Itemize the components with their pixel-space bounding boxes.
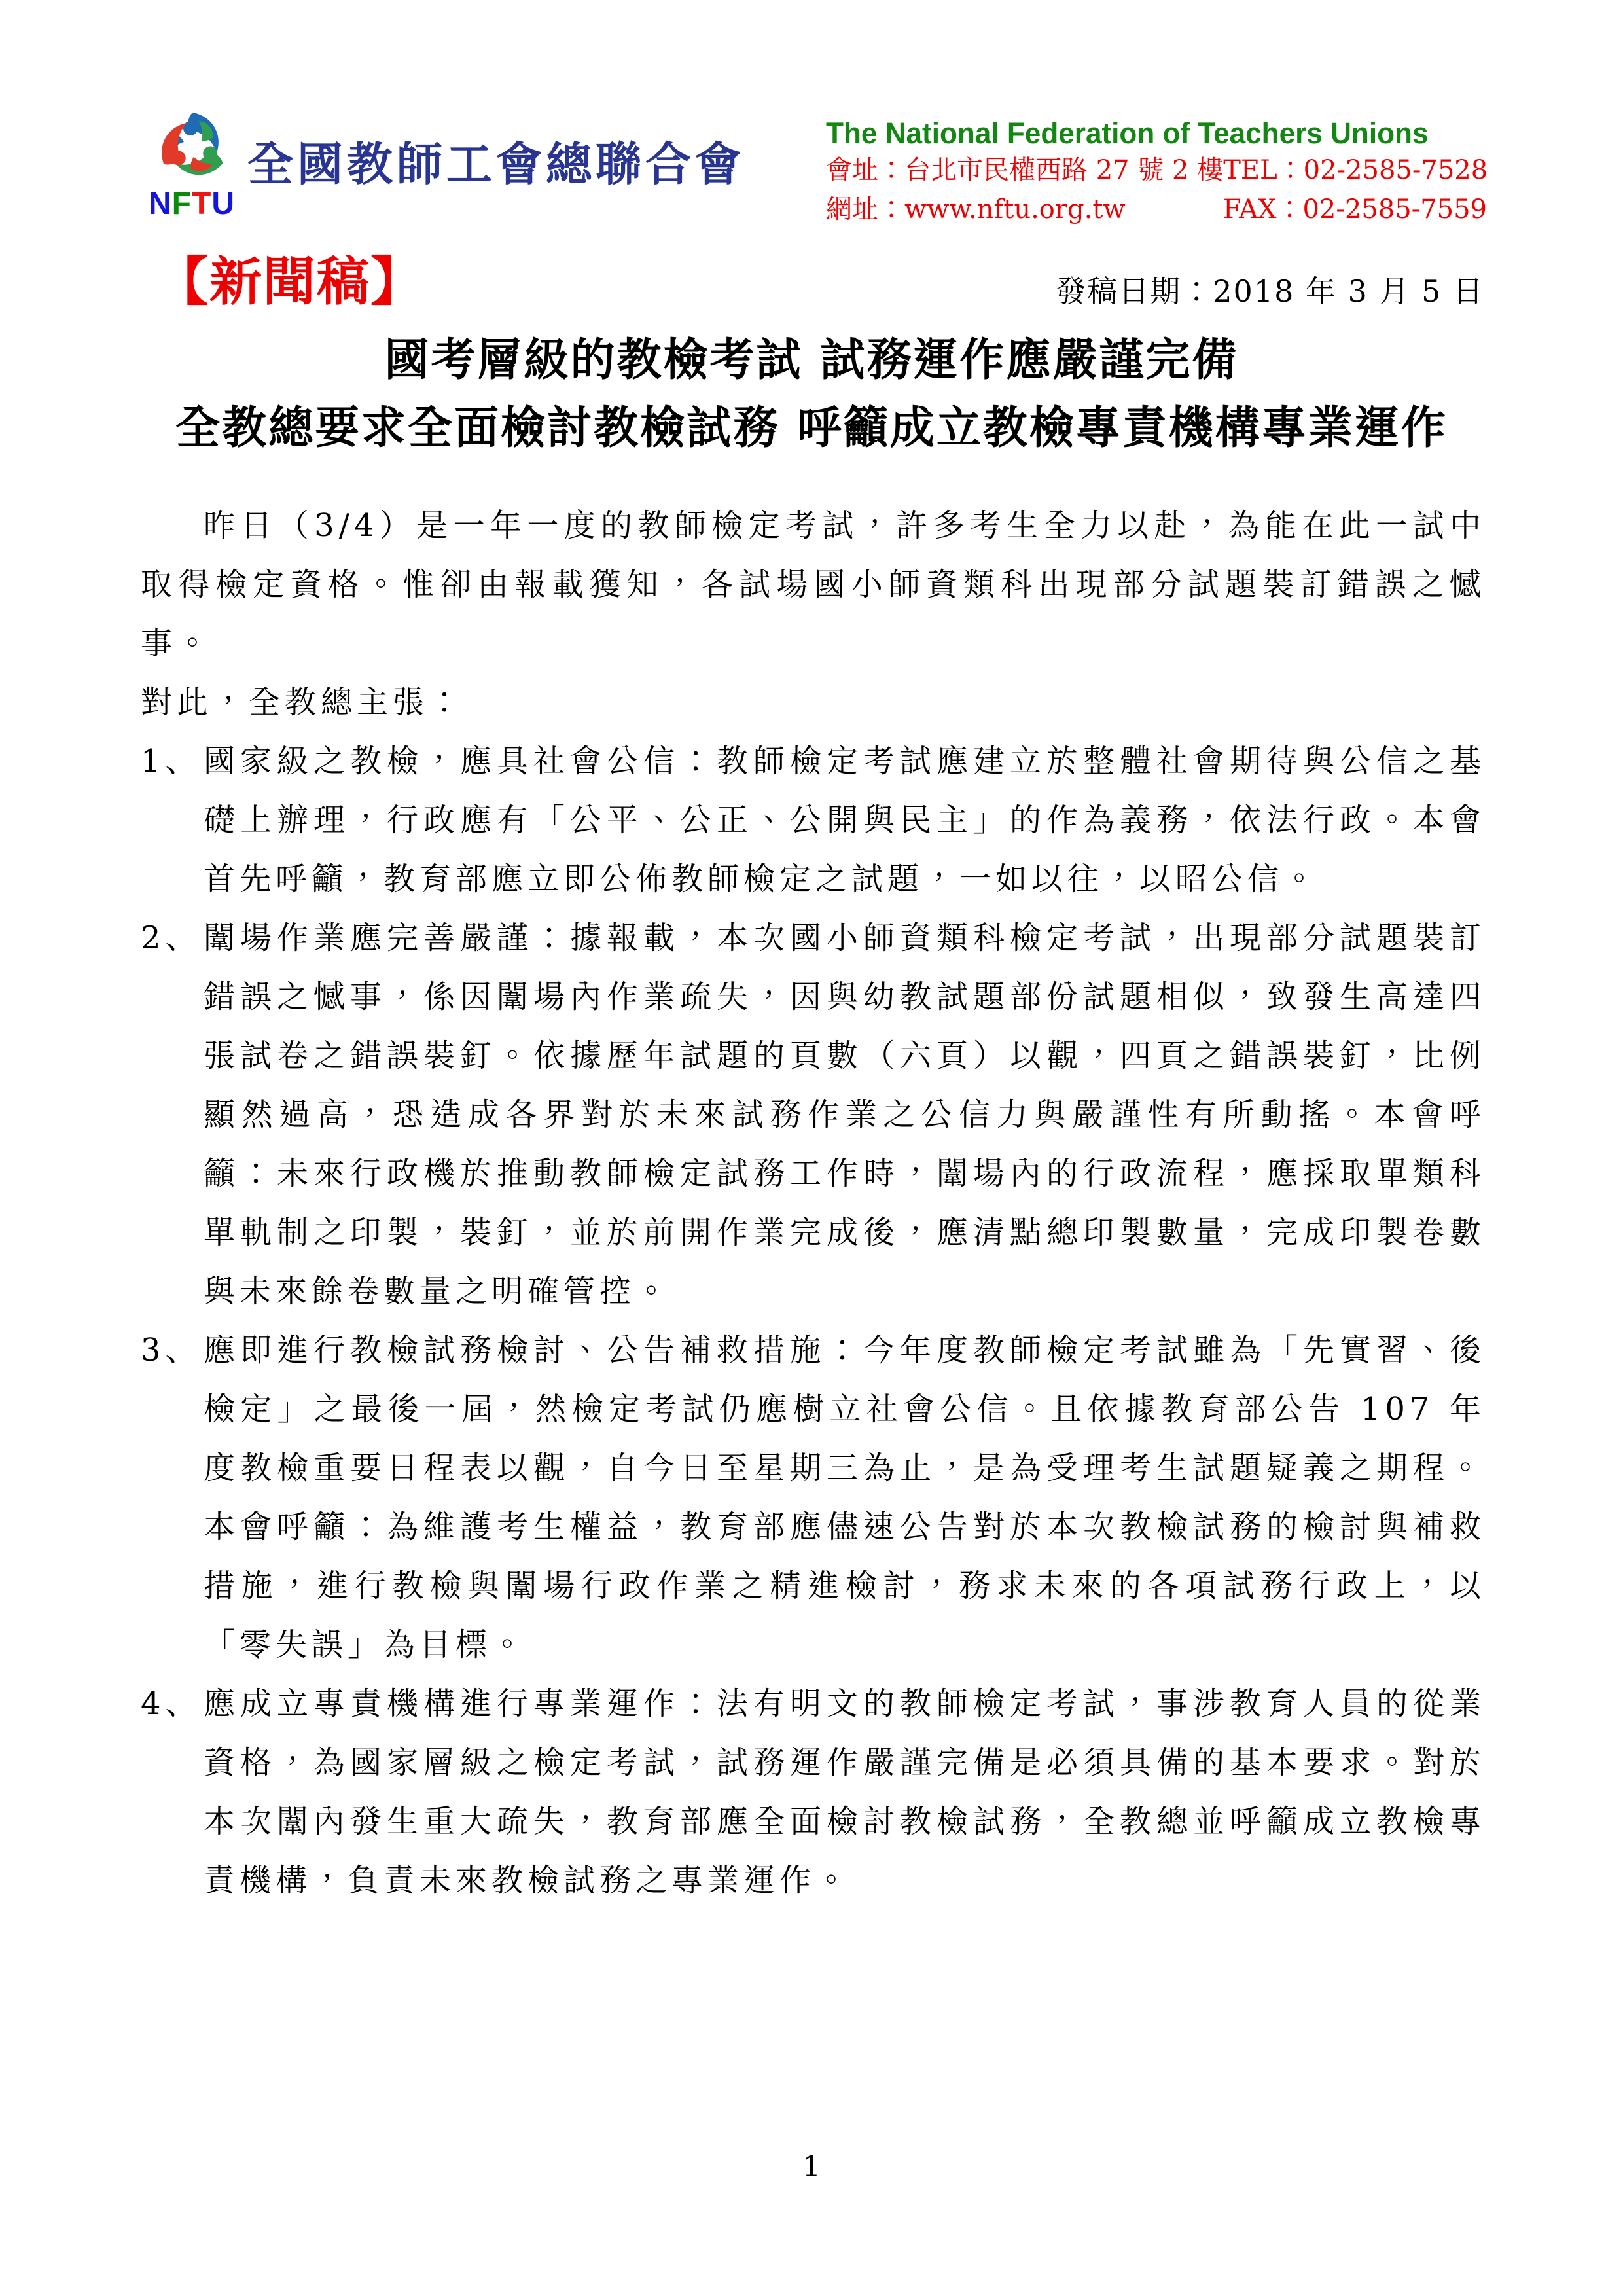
website-text: 網址：www.nftu.org.tw: [826, 194, 1126, 224]
list-item-number: 3、: [141, 1332, 202, 1369]
nftu-letter-t: T: [192, 187, 212, 221]
intro-paragraph: 昨日（3/4）是一年一度的教師檢定考試，許多考生全力以赴，為能在此一試中取得檢定資格。惟卻由報載獲知，各試場國小師資類科出現部分試題裝訂錯誤之憾事。: [141, 507, 1486, 662]
nftu-letter-n: N: [149, 187, 172, 221]
press-release-tag: 【新聞稿】: [156, 251, 424, 312]
header-contact-block: [826, 117, 1487, 229]
list-item: [141, 1674, 1486, 1910]
document-body: [141, 496, 1486, 1910]
nftu-letter-u: U: [211, 187, 235, 221]
release-date: 發稿日期：2018 年 3 月 5 日: [1056, 274, 1484, 309]
document-title: [0, 326, 1623, 462]
page-number: 1: [802, 2150, 821, 2183]
list-item-text: 國家級之教檢，應具社會公信：教師檢定考試應建立於整體社會期待與公信之基礎上辦理，行政應有「公平、公正、公開與民主」的作為義務，依法行政。本會首先呼籲，教育部應立即公佈教師檢定之試題，一如以往，以昭公信。: [204, 743, 1486, 897]
list-item: [141, 1321, 1486, 1674]
org-name-english: The National Federation of Teachers Unions: [826, 117, 1429, 150]
list-item-number: 2、: [141, 920, 202, 956]
document-title-line1: 國考層級的教檢考試 試務運作應嚴謹完備: [384, 334, 1239, 386]
list-item-text: 應即進行教檢試務檢討、公告補救措施：今年度教師檢定考試雖為「先實習、後檢定」之最後一屆，然檢定考試仍應樹立社會公信。且依據教育部公告 107 年度教檢重要日程表以觀，自今日至星期三為止，是為受理考生試題疑義之期程。本會呼籲：為維護考生權益，教育部應儘速公告對於本次教檢試務的檢討與補救措施，進行教檢與闈場行政作業之精進檢討，務求未來的各項試務行政上，以「零失誤」為目標。: [204, 1332, 1486, 1663]
tel-text: TEL：02-2585-7528: [1223, 155, 1488, 185]
list-item-text: 闈場作業應完善嚴謹：據報載，本次國小師資類科檢定考試，出現部分試題裝訂錯誤之憾事，係因闈場內作業疏失，因與幼教試題部份試題相似，致發生高達四張試卷之錯誤裝釘。依據歷年試題的頁數（六頁）以觀，四頁之錯誤裝釘，比例顯然過高，恐造成各界對於未來試務作業之公信力與嚴謹性有所動搖。本會呼籲：未來行政機於推動教師檢定試務工作時，闈場內的行政流程，應採取單類科單軌制之印製，裝釘，並於前開作業完成後，應清點總印製數量，完成印製卷數與未來餘卷數量之明確管控。: [204, 920, 1486, 1310]
contact-row-address-tel: [826, 151, 1487, 190]
list-item: [141, 732, 1486, 908]
org-name-chinese: 全國教師工會總聯合會: [247, 137, 745, 191]
contact-row-website-fax: [826, 190, 1487, 229]
nftu-letter-f: F: [171, 187, 192, 221]
list-item-text: 應成立專責機構進行專業運作：法有明文的教師檢定考試，事涉教育人員的從業資格，為國家層級之檢定考試，試務運作嚴謹完備是必須具備的基本要求。對於本次闈內發生重大疏失，教育部應全面檢討教檢試務，全教總並呼籲成立教檢專責機構，負責未來教檢試務之專業運作。: [204, 1685, 1486, 1899]
list-item-number: 4、: [141, 1685, 202, 1722]
list-item-number: 1、: [141, 743, 202, 780]
list-item: [141, 908, 1486, 1321]
lead-line: 對此，全教總主張：: [141, 684, 465, 721]
document-title-line2: 全教總要求全面檢討教檢試務 呼籲成立教檢專責機構專業運作: [175, 402, 1448, 454]
nftu-triskelion-logo-icon: [152, 103, 231, 187]
fax-text: FAX：02-2585-7559: [1222, 194, 1487, 224]
address-text: 會址：台北市民權西路 27 號 2 樓: [826, 155, 1224, 185]
nftu-acronym: [139, 188, 244, 220]
nftu-logo-block: [139, 103, 244, 220]
